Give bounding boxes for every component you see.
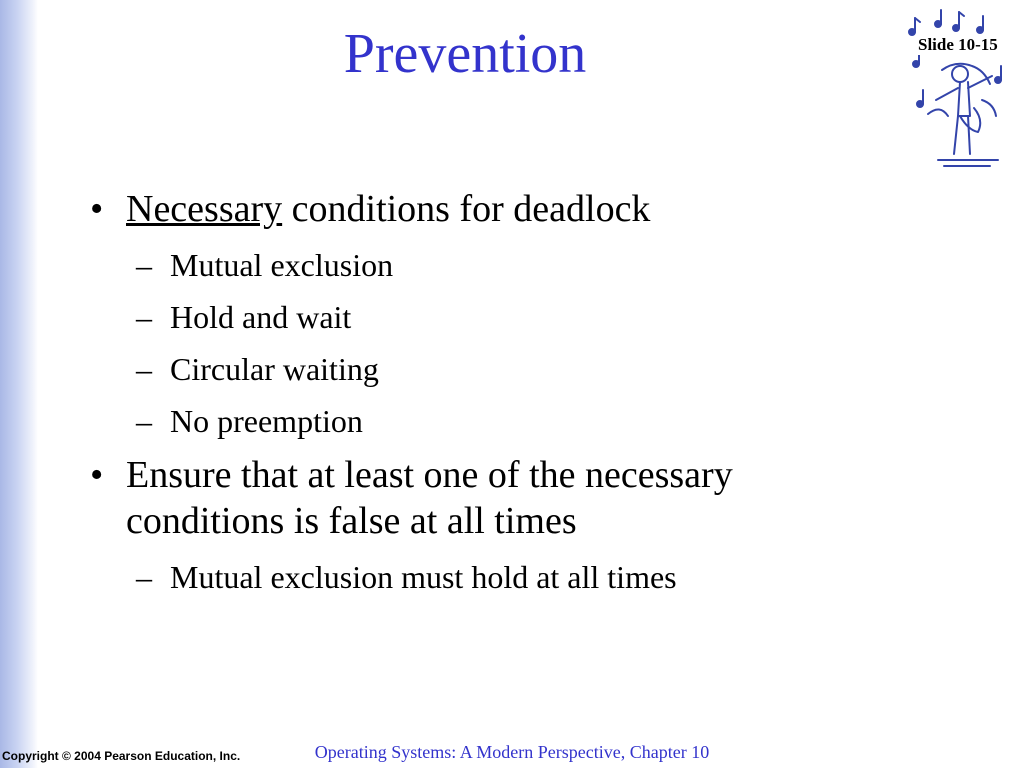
- bullet-list: [90, 186, 890, 596]
- sub-bullet: [90, 298, 890, 336]
- sub-bullet: [90, 402, 890, 440]
- dash-marker: –: [136, 351, 152, 387]
- bullet-text-line: conditions is false at all times: [126, 500, 577, 542]
- bullet-lead-underlined: Necessary: [126, 188, 283, 230]
- sub-bullet-text: Mutual exclusion: [170, 247, 394, 283]
- slide-number: Slide 10-15: [918, 35, 998, 54]
- sub-bullet-text: No preemption: [170, 403, 363, 439]
- dash-marker: –: [136, 299, 152, 335]
- bullet-necessary-conditions: [90, 186, 890, 232]
- dash-marker: –: [136, 247, 152, 283]
- bullet-ensure-condition-false: [90, 452, 890, 544]
- sub-bullet-text: Mutual exclusion must hold at all times: [170, 559, 677, 595]
- bullet-text-line: Ensure that at least one of the necessary: [126, 454, 733, 496]
- sub-bullet: [90, 246, 890, 284]
- sub-bullet-text: Hold and wait: [170, 299, 352, 335]
- sub-bullet: [90, 350, 890, 388]
- left-gradient-bar: [0, 0, 38, 768]
- dash-marker: –: [136, 403, 152, 439]
- copyright-footer: Copyright © 2004 Pearson Education, Inc.: [2, 749, 241, 763]
- slide-title: Prevention: [343, 23, 587, 85]
- bullet-text: conditions for deadlock: [282, 188, 651, 230]
- book-footer: Operating Systems: A Modern Perspective, Chapter 10: [314, 742, 710, 762]
- sub-bullet: [90, 558, 890, 596]
- dash-marker: –: [136, 559, 152, 595]
- bullet-marker: •: [90, 454, 104, 496]
- bullet-marker: •: [90, 188, 104, 230]
- sub-bullet-text: Circular waiting: [170, 351, 379, 387]
- dancing-figure-logo-icon: [898, 4, 1020, 174]
